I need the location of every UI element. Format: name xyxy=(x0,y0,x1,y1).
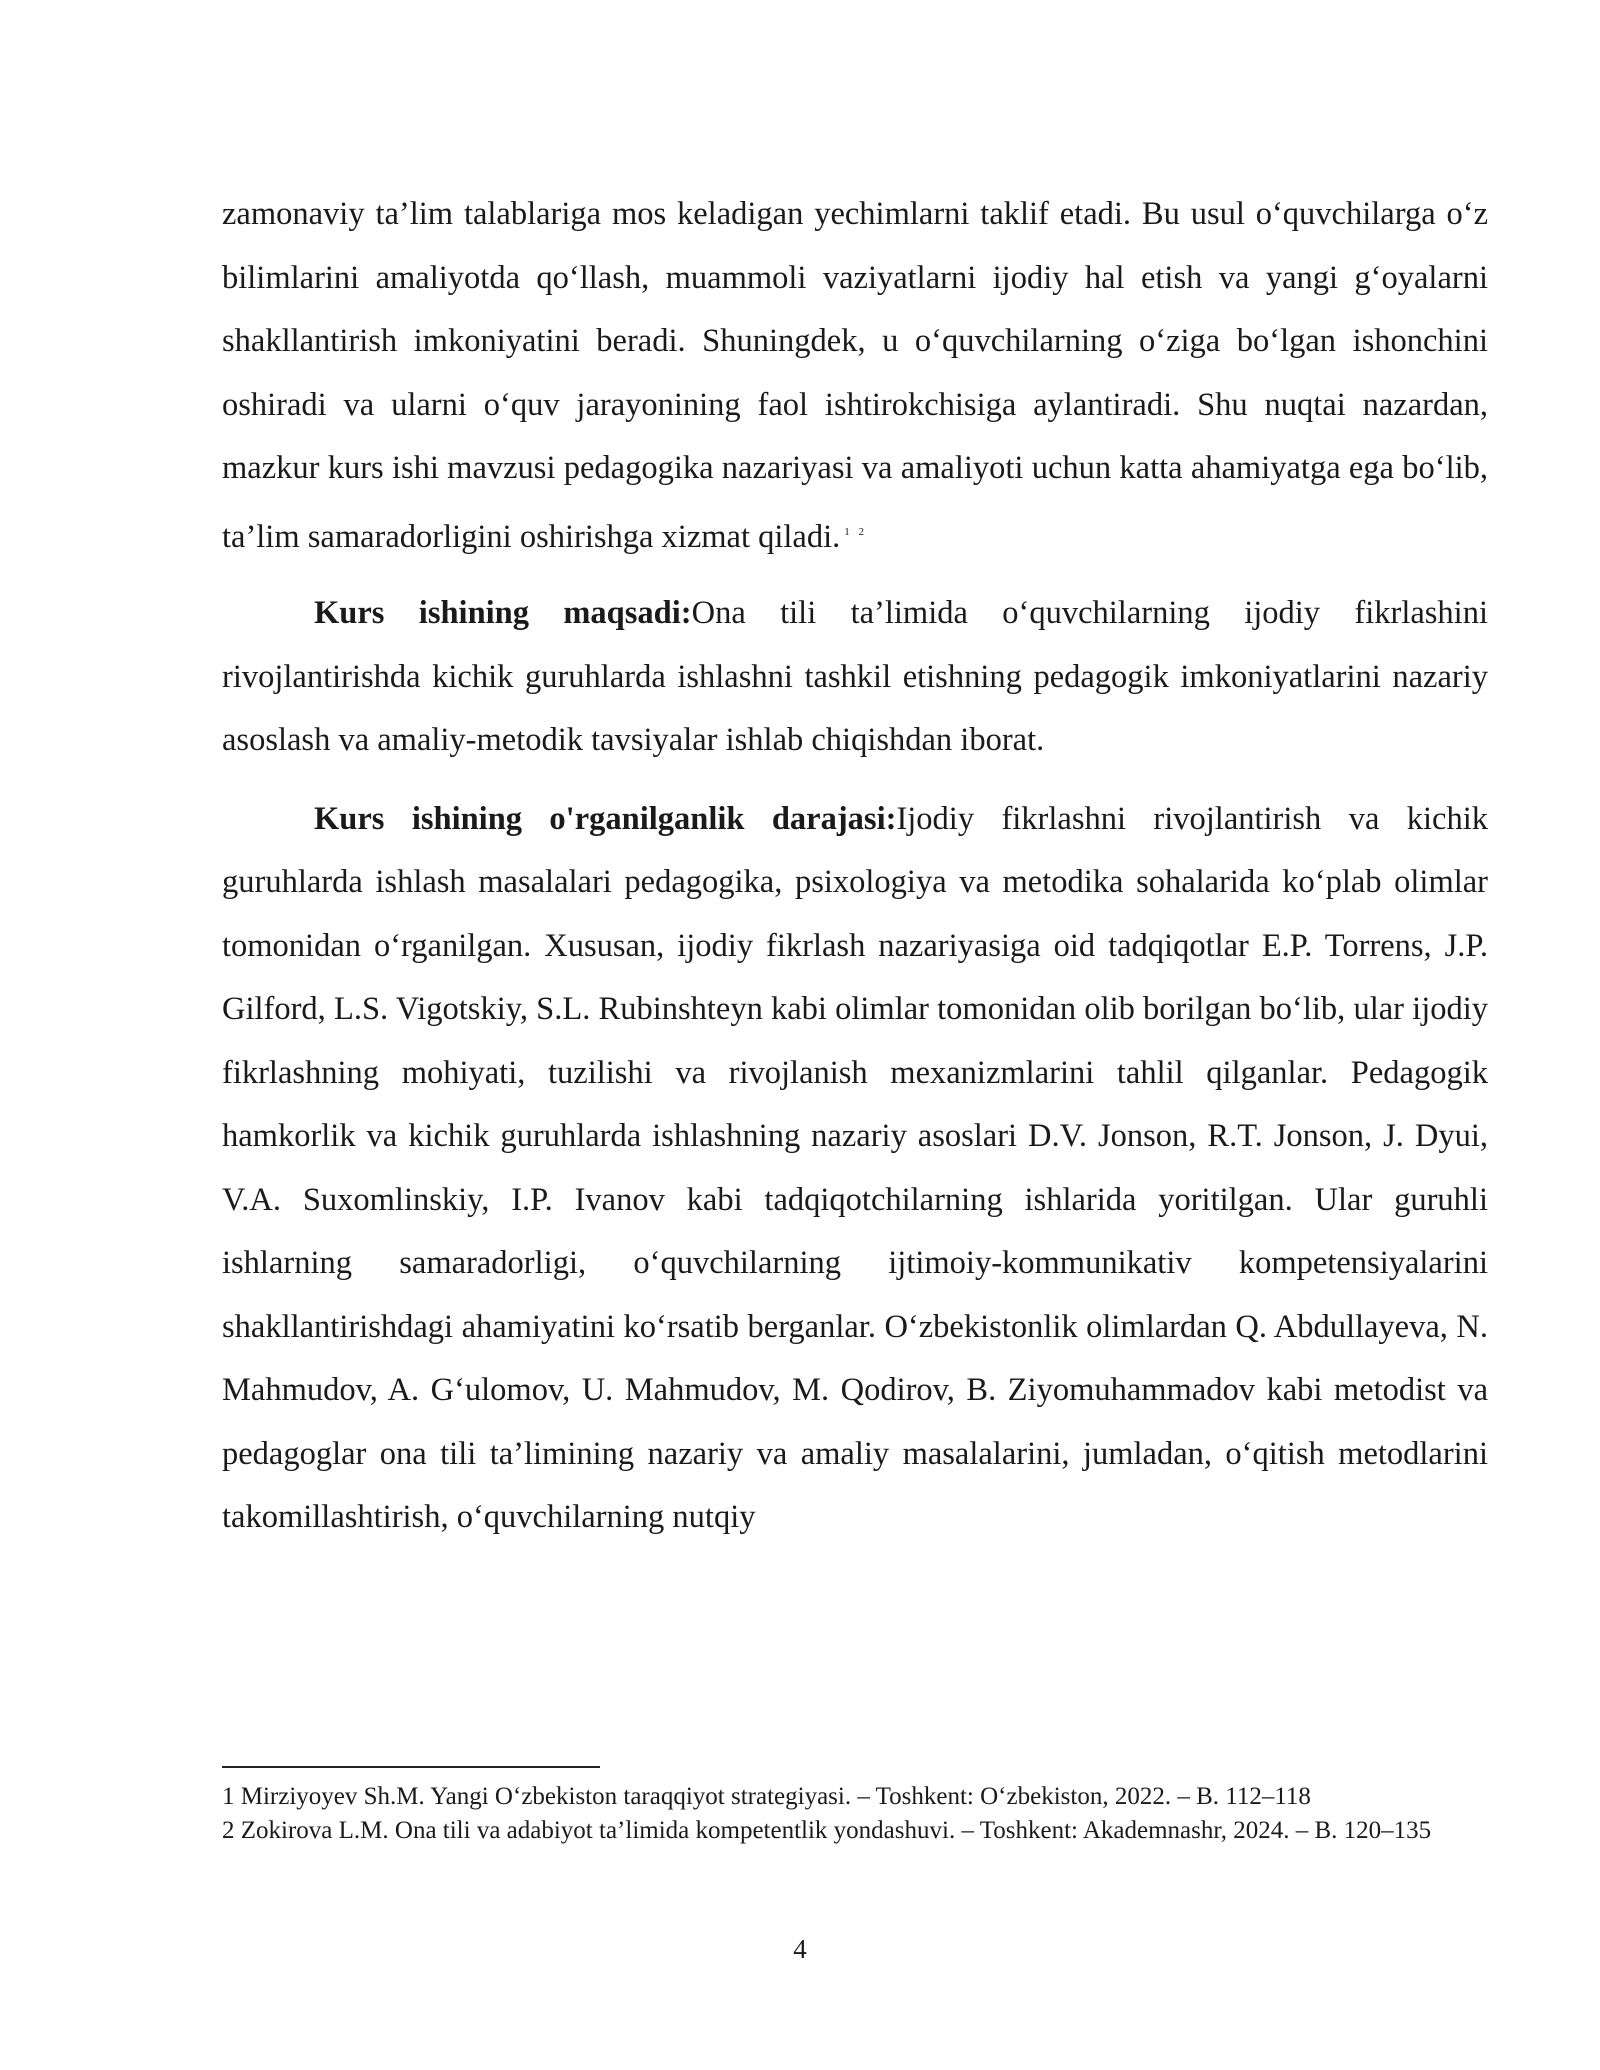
paragraph-intro-continuation xyxy=(222,183,1488,569)
paragraph-text: Ijodiy fikrlashni rivojlantirish va kichik guruhlarda ishlash masalalari pedagogika, psixologiya va metodika sohalarida ko‘plab olimlar tomonidan o‘rganilgan. Xususan, ijodiy fikrlash nazariyasiga oid tadqiqotlar E.P. Torrens, J.P. Gilford, L.S. Vigotskiy, S.L. Rubinshteyn kabi olimlar tomonidan olib borilgan bo‘lib, ular ijodiy fikrlashning mohiyati, tuzilishi va rivojlanish mexanizmlarini tahlil qilganlar. Pedagogik hamkorlik va kichik guruhlarda ishlashning nazariy asoslari D.V. Jonson, R.T. Jonson, J. Dyui, V.A. Suxomlinskiy, I.P. Ivanov kabi tadqiqotchilarning ishlarida yoritilgan. Ular guruhli ishlarning samaradorligi, o‘quvchilarning ijtimoiy-kommunikativ kompetensiyalarini shakllantirishdagi ahamiyatini ko‘rsatib berganlar. O‘zbekistonlik olimlardan Q. Abdullayeva, N. Mahmudov, A. G‘ulomov, U. Mahmudov, M. Qodirov, B. Ziyomuhammadov kabi metodist va pedagoglar ona tili ta’limining nazariy va amaliy masalalarini, jumladan, o‘qitish metodlarini takomillashtirish, o‘quvchilarning nutqiy xyxy=(222,800,1488,1535)
page-body xyxy=(222,183,1488,1550)
section-heading-goal: Kurs ishining maqsadi: xyxy=(314,595,692,631)
footnote-2: 2 Zokirova L.M. Ona tili va adabiyot ta’limida kompetentlik yondashuvi. – Toshkent: Akademnashr, 2024. – B. 120–135 xyxy=(222,1817,1432,1844)
page-number: 4 xyxy=(793,1934,807,1964)
footnotes xyxy=(222,1780,1488,1848)
paragraph-text: zamonaviy ta’lim talablariga mos keladigan yechimlarni taklif etadi. Bu usul o‘quvchilarga o‘z bilimlarini amaliyotda qo‘llash, muammoli vaziyatlarni ijodiy hal etish va yangi g‘oyalarni shakllantirish imkoniyatini beradi. Shuningdek, u o‘quvchilarning o‘ziga bo‘lgan ishonchini oshiradi va ularni o‘quv jarayonining faol ishtirokchisiga aylantiradi. Shu nuqtai nazardan, mazkur kurs ishi mavzusi pedagogika nazariyasi va amaliyoti uchun katta ahamiyatga ega bo‘lib, ta’lim samaradorligini oshirishga xizmat qiladi. xyxy=(222,196,1488,555)
paragraph-course-goal xyxy=(222,582,1488,773)
section-heading-research-level: Kurs ishining o'rganilganlik darajasi: xyxy=(314,800,897,837)
footnote-separator xyxy=(222,1766,600,1768)
footnote-reference: 1 2 xyxy=(844,525,868,538)
paragraph-text: Ona tili ta’limida o‘quvchilarning ijodiy fikrlashini rivojlantirishda kichik guruhlarda ishlashni tashkil etishning pedagogik imkoniyatlarini nazariy asoslash va amaliy-metodik tavsiyalar ishlab chiqishdan iborat. xyxy=(222,595,1488,758)
paragraph-research-level xyxy=(222,788,1488,1550)
footnote-1: 1 Mirziyoyev Sh.M. Yangi O‘zbekiston taraqqiyot strategiyasi. – Toshkent: O‘zbekiston, 2022. – B. 112–118 xyxy=(222,1783,1311,1810)
